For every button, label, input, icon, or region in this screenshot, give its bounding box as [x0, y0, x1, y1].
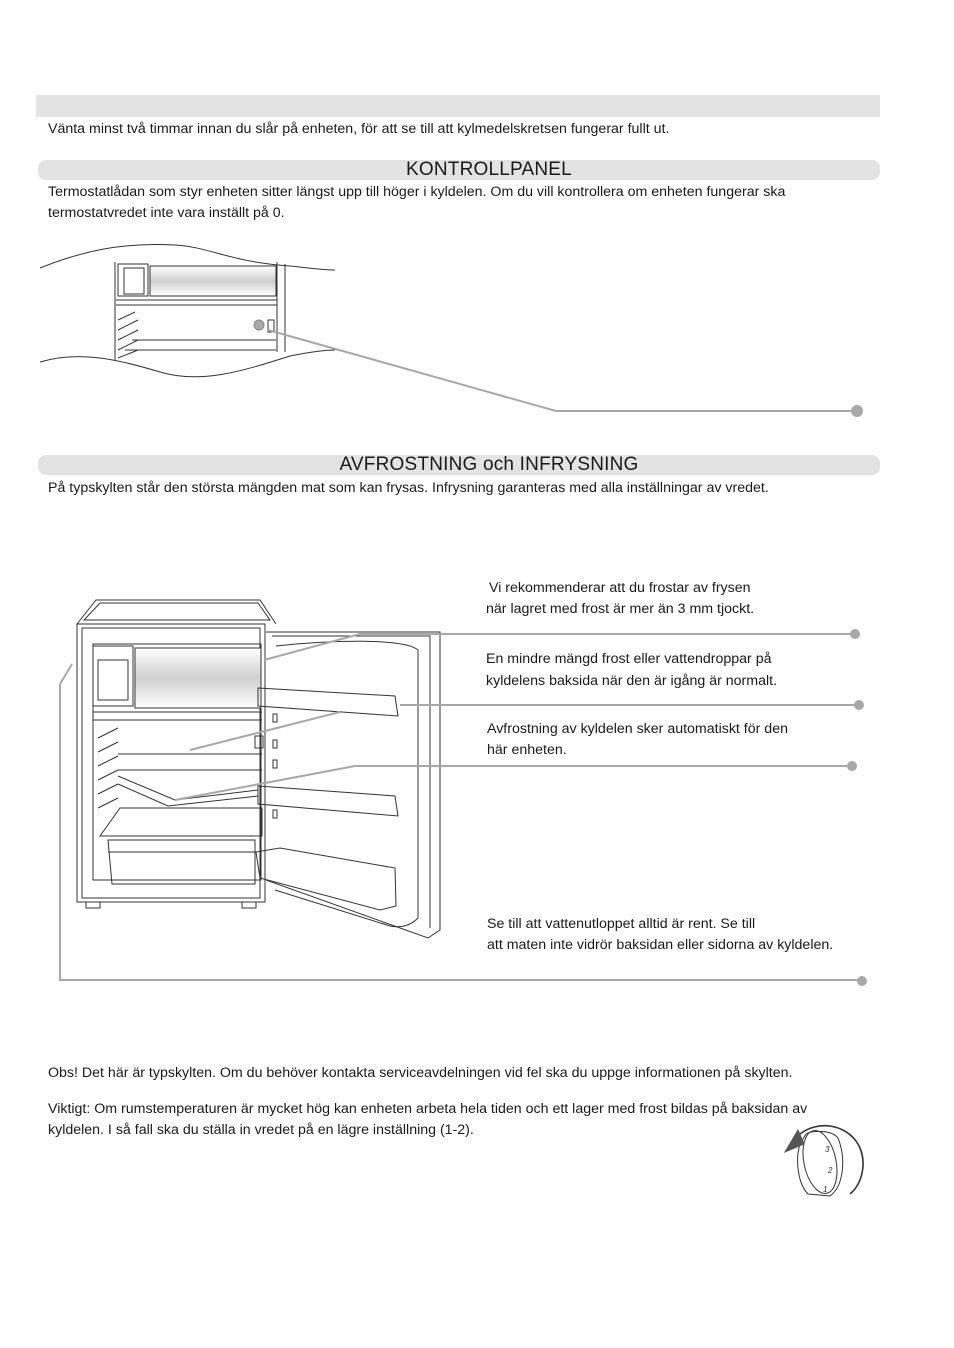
control-panel-leader-dot — [851, 405, 863, 417]
control-panel-leader-line — [268, 330, 855, 411]
callout-1-line1: Vi rekommenderar att du frostar av frysen — [489, 580, 751, 596]
section-title-kontrollpanel: KONTROLLPANEL — [406, 159, 572, 180]
control-panel-illustration — [40, 244, 335, 376]
viktigt-note-line1: Viktigt: Om rumstemperaturen är mycket hög kan enheten arbeta hela tiden och ett lager med frost bildas på baksidan av — [48, 1101, 808, 1117]
knob-label-1: 1 — [823, 1185, 828, 1194]
callout-4-line1: Se till att vattenutloppet alltid är rent. Se till — [487, 916, 756, 932]
viktigt-note-line2: kyldelen. I så fall ska du ställa in vredet på en lägre inställning (1-2). — [48, 1122, 474, 1138]
fridge-illustration — [77, 600, 440, 938]
section-title-avfrostning: AVFROSTNING och INFRYSNING — [339, 454, 639, 475]
kontrollpanel-text-line1: Termostatlådan som styr enheten sitter längst upp till höger i kyldelen. Om du vill kontrollera om enheten fungerar ska — [48, 184, 786, 200]
intro-text: Vänta minst två timmar innan du slår på enheten, för att se till att kylmedelskretsen fungerar fullt ut. — [48, 121, 670, 137]
leader-dot-4 — [857, 976, 867, 986]
callout-1-line2: när lagret med frost är mer än 3 mm tjockt. — [486, 601, 755, 617]
kontrollpanel-text-line2: termostatvredet inte vara inställt på 0. — [48, 205, 285, 221]
callout-2-line2: kyldelens baksida när den är igång är normalt. — [486, 673, 778, 689]
obs-note: Obs! Det här är typskylten. Om du behöver kontakta serviceavdelningen vid fel ska du uppge informationen på skylten. — [48, 1065, 793, 1081]
callout-4-line2: att maten inte vidrör baksidan eller sidorna av kyldelen. — [487, 937, 834, 953]
callout-3-line1: Avfrostning av kyldelen sker automatiskt för den — [487, 721, 788, 737]
knob-label-2: 2 — [828, 1166, 833, 1175]
rotate-arrow-icon — [800, 1126, 863, 1194]
callout-2-line1: En mindre mängd frost eller vattendroppar på — [486, 651, 772, 667]
callout-3-line2: här enheten. — [487, 742, 567, 758]
avfrostning-text: På typskylten står den största mängden mat som kan frysas. Infrysning garanteras med alla inställningar av vredet. — [48, 480, 769, 496]
leader-dot-3 — [847, 761, 857, 771]
leader-dot-2 — [854, 700, 864, 710]
knob-label-3: 3 — [825, 1145, 830, 1154]
leader-dot-1 — [850, 629, 860, 639]
